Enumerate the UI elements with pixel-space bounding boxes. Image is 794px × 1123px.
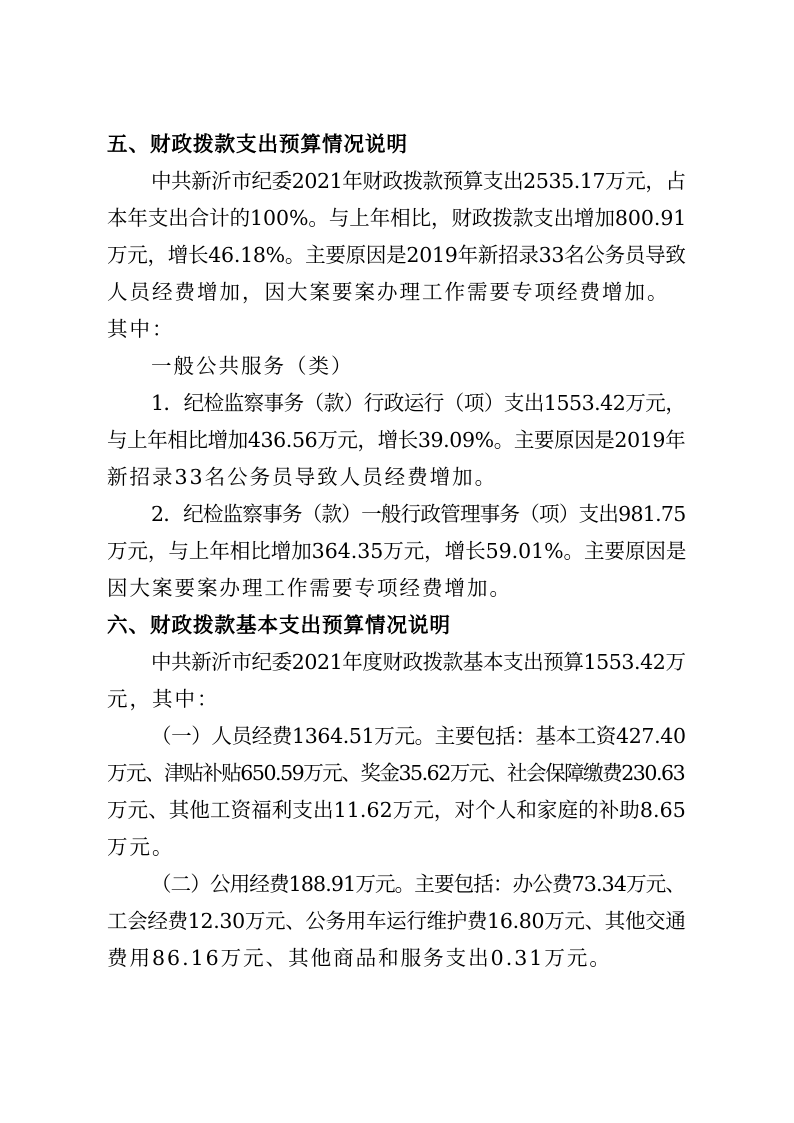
paragraph-line: 万元，与上年相比增加364.35万元，增长59.01%。主要原因是 — [107, 539, 687, 563]
paragraph-line: 中共新沂市纪委2021年度财政拨款基本支出预算1553.42万 — [151, 650, 686, 674]
section-heading-5: 五、财政拨款支出预算情况说明 — [107, 132, 408, 156]
paragraph-line: 其中： — [107, 317, 175, 341]
paragraph-line: 新招录33名公务员导致人员经费增加。 — [107, 465, 498, 489]
paragraph-line: 工会经费12.30万元、公务用车运行维护费16.80万元、其他交通 — [107, 909, 686, 933]
paragraph-line: 元，其中： — [107, 687, 220, 711]
paragraph-line: 万元、津贴补贴650.59万元、奖金35.62万元、社会保障缴费230.63 — [107, 761, 685, 785]
paragraph-line: 人员经费增加，因大案要案办理工作需要专项经费增加。 — [107, 280, 670, 304]
paragraph-line: 费用86.16万元、其他商品和服务支出0.31万元。 — [107, 946, 612, 970]
paragraph-line: 2．纪检监察事务（款）一般行政管理事务（项）支出981.75 — [151, 502, 686, 526]
paragraph-line: 万元，增长46.18%。主要原因是2019年新招录33名公务员导致 — [107, 243, 686, 267]
paragraph-line: （一）人员经费1364.51万元。主要包括：基本工资427.40 — [151, 724, 686, 748]
subheading-line: 一般公共服务（类） — [151, 354, 354, 378]
paragraph-line: 万元、其他工资福利支出11.62万元，对个人和家庭的补助8.65 — [107, 798, 686, 822]
paragraph-line: 中共新沂市纪委2021年财政拨款预算支出2535.17万元，占 — [151, 169, 686, 193]
paragraph-line: 1．纪检监察事务（款）行政运行（项）支出1553.42万元， — [151, 391, 686, 415]
paragraph-line: 万元。 — [107, 835, 175, 859]
paragraph-line: 与上年相比增加436.56万元，增长39.09%。主要原因是2019年 — [107, 428, 686, 452]
section-heading-6: 六、财政拨款基本支出预算情况说明 — [107, 613, 451, 637]
paragraph-line: 本年支出合计的100%。与上年相比，财政拨款支出增加800.91 — [107, 206, 687, 230]
paragraph-line: （二）公用经费188.91万元。主要包括：办公费73.34万元、 — [151, 872, 686, 896]
paragraph-line: 因大案要案办理工作需要专项经费增加。 — [107, 576, 512, 600]
